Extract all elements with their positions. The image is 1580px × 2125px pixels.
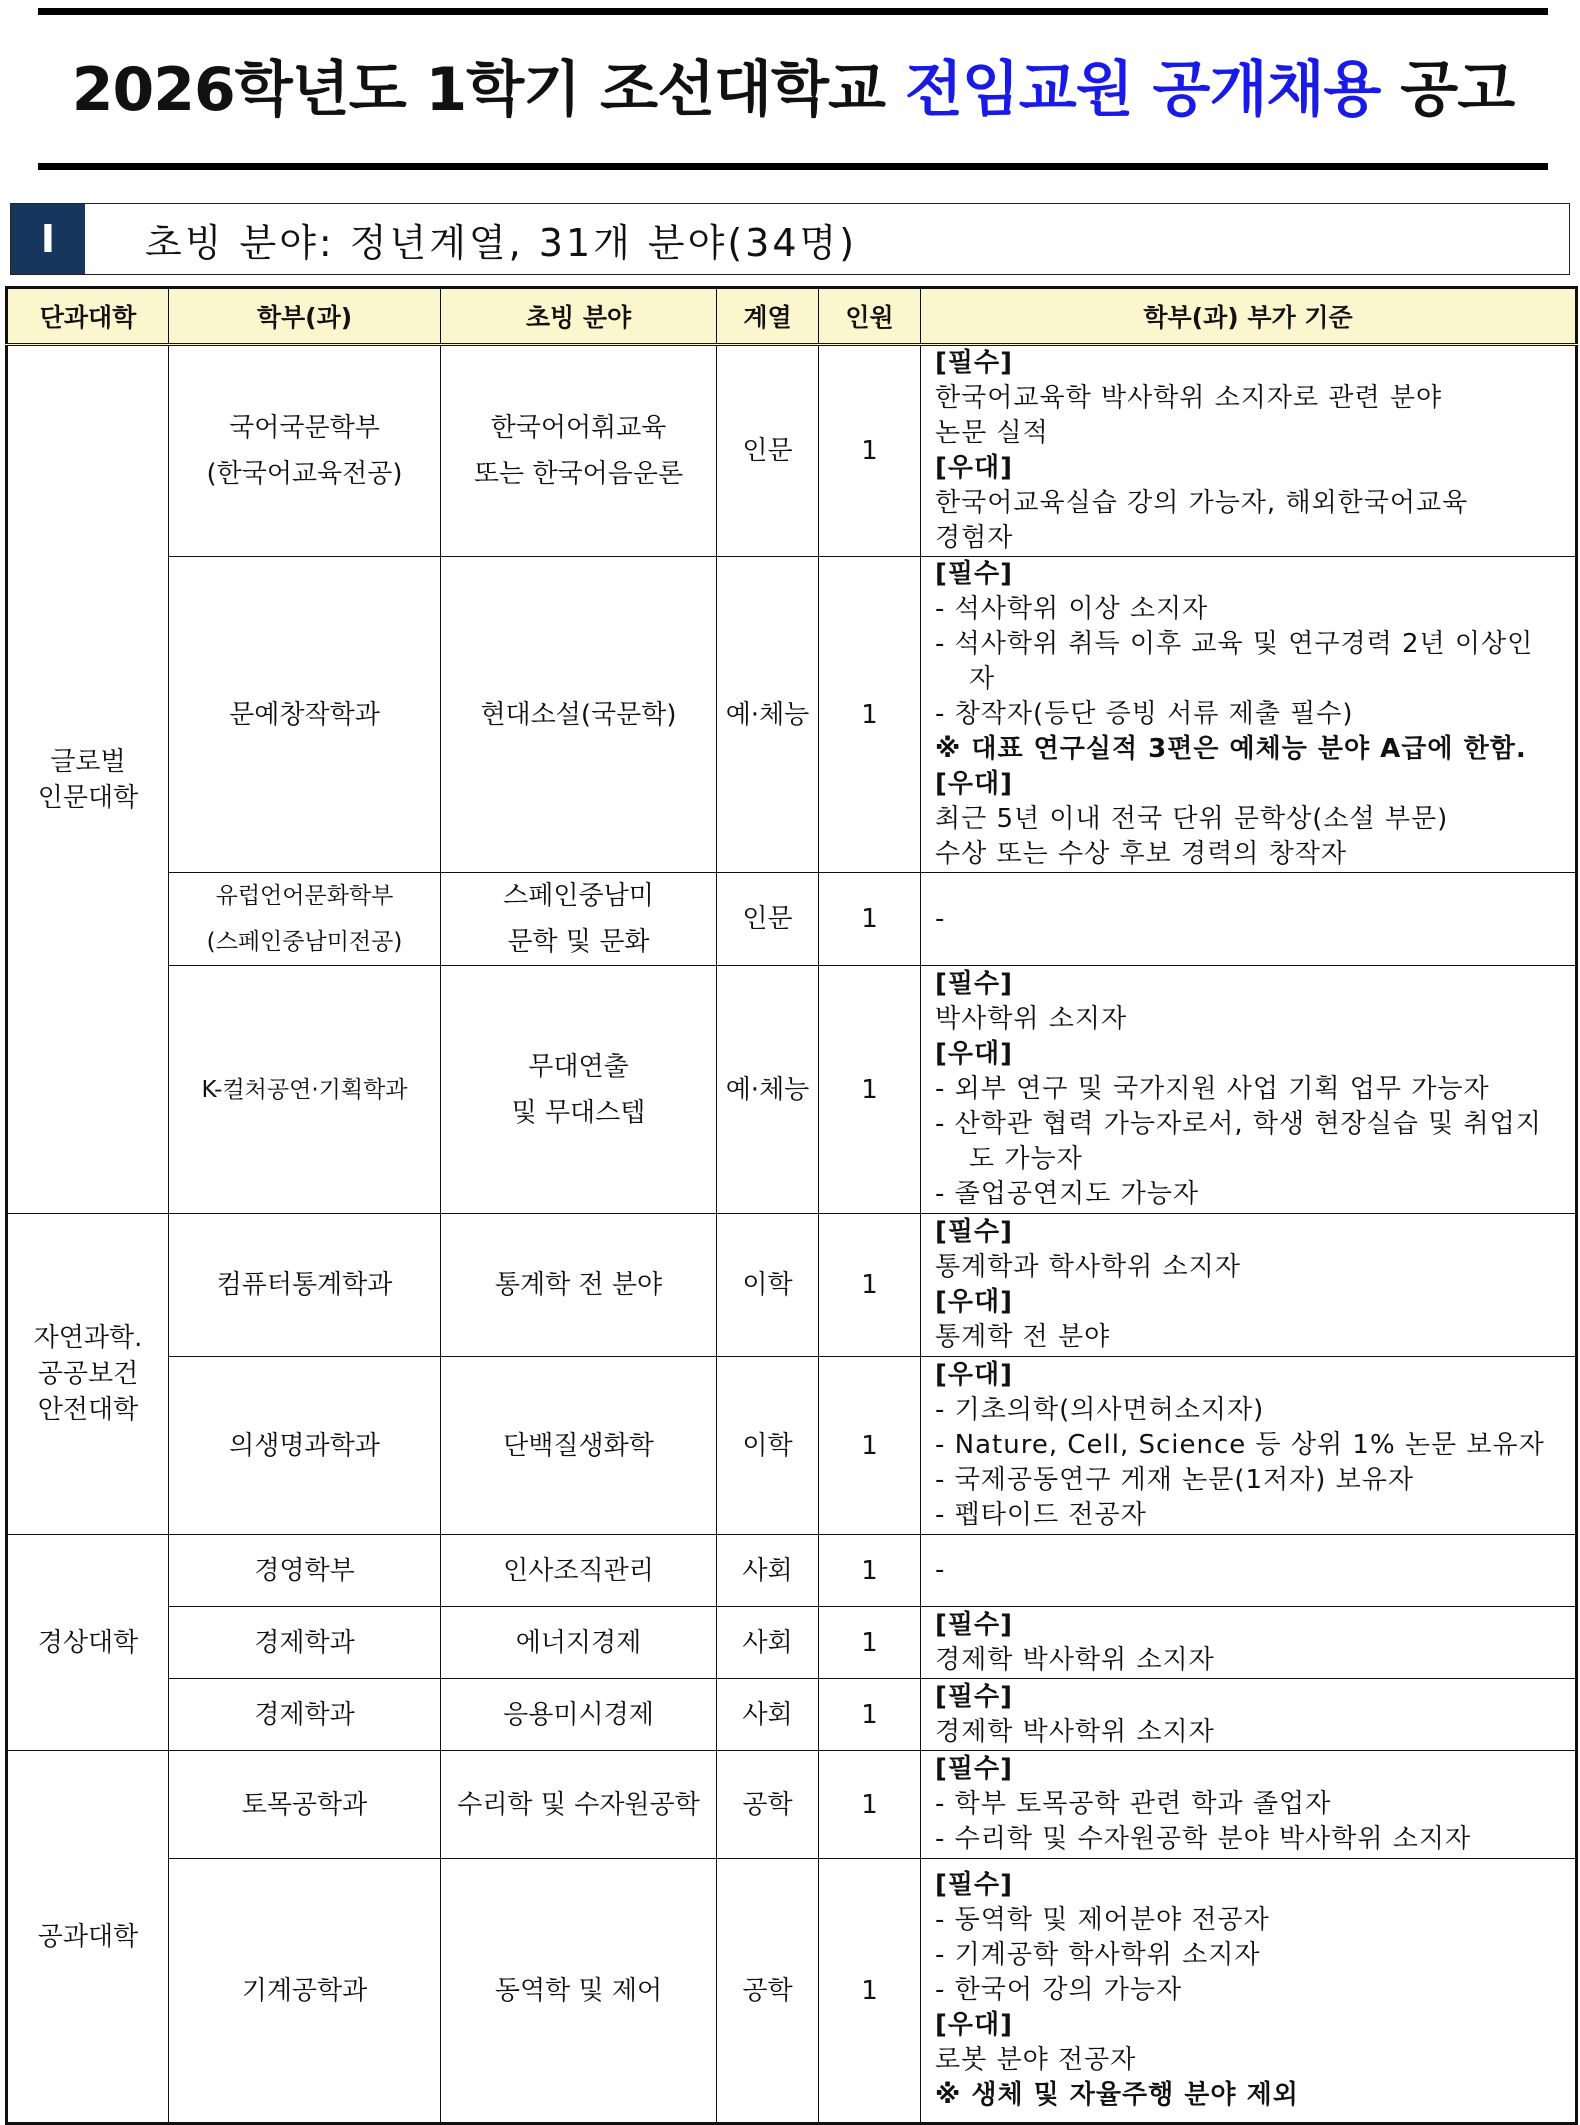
- field-cell-line: 스페인중남미: [503, 881, 654, 911]
- dept-cell-line: 경제학과: [254, 1627, 355, 1658]
- dept-cell-line: 의생명과학과: [229, 1430, 380, 1461]
- field-cell-line: 현대소설(국문학): [480, 699, 677, 730]
- criteria-line: 로봇 분야 전공자: [935, 2045, 1137, 2075]
- table-row: [7, 557, 1577, 873]
- table-row: [7, 1535, 1577, 1607]
- table-row: [7, 1859, 1577, 2124]
- field-cell-line: 문학 및 문화: [507, 927, 650, 957]
- criteria-heading: [우대]: [935, 2010, 1013, 2040]
- criteria-cell: [921, 1679, 1577, 1751]
- track-cell: 인문: [717, 873, 819, 966]
- criteria-cell: [921, 1751, 1577, 1859]
- page-title: [38, 40, 1548, 140]
- header-count: 인원: [819, 288, 921, 345]
- header-field: 초빙 분야: [441, 288, 717, 345]
- college-name-line: 공과대학: [37, 1921, 139, 1952]
- criteria-heading: [필수]: [935, 559, 1013, 589]
- college-name-line: 인문대학: [37, 782, 139, 813]
- field-cell: [441, 966, 717, 1214]
- table-row: [7, 873, 1577, 966]
- college-name-line: 글로벌: [50, 746, 126, 777]
- criteria-line: - Nature, Cell, Science 등 상위 1% 논문 보유자: [935, 1430, 1545, 1460]
- criteria-line: - 창작자(등단 증빙 서류 제출 필수): [935, 699, 1354, 729]
- header-track: 계열: [717, 288, 819, 345]
- criteria-cell: [921, 345, 1577, 557]
- dept-cell-line: 경제학과: [254, 1699, 355, 1730]
- field-cell-line: 및 무대스텝: [511, 1097, 646, 1128]
- criteria-line: - 펩타이드 전공자: [935, 1500, 1147, 1530]
- count-cell: 1: [819, 966, 921, 1214]
- field-cell-line: 응용미시경제: [503, 1699, 654, 1730]
- track-cell: 사회: [717, 1607, 819, 1679]
- top-rule: [38, 8, 1548, 15]
- count-cell: 1: [819, 1357, 921, 1535]
- dept-cell: [169, 1535, 441, 1607]
- title-text: 2026학년도 1학기 조선대학교: [71, 55, 905, 125]
- bottom-rule: [38, 163, 1548, 170]
- track-cell: 인문: [717, 345, 819, 557]
- header-dept: 학부(과): [169, 288, 441, 345]
- college-cell: [7, 1535, 169, 1751]
- section-header: [10, 203, 1570, 275]
- track-cell: 이학: [717, 1357, 819, 1535]
- college-name-line: 안전대학: [37, 1395, 139, 1425]
- dept-cell: [169, 1751, 441, 1859]
- criteria-line: -: [935, 1555, 946, 1585]
- dept-cell: [169, 557, 441, 873]
- criteria-cell: [921, 1357, 1577, 1535]
- criteria-line: - 국제공동연구 게재 논문(1저자) 보유자: [935, 1465, 1415, 1495]
- criteria-line: - 수리학 및 수자원공학 분야 박사학위 소지자: [935, 1824, 1472, 1854]
- criteria-line: 박사학위 소지자: [935, 1004, 1128, 1034]
- track-cell: 예·체능: [717, 557, 819, 873]
- criteria-line: -: [935, 903, 946, 934]
- field-cell-line: 수리학 및 수자원공학: [457, 1789, 700, 1820]
- field-cell: [441, 345, 717, 557]
- dept-cell-line: 문예창작학과: [229, 699, 380, 730]
- criteria-line: - 석사학위 취득 이후 교육 및 연구경력 2년 이상인 자: [935, 629, 1534, 694]
- field-cell-line: 인사조직관리: [503, 1555, 654, 1586]
- college-name-line: 자연과학.: [33, 1323, 143, 1353]
- header-college: 단과대학: [7, 288, 169, 345]
- dept-cell-line: 기계공학과: [241, 1975, 368, 2006]
- college-name-line: 경상대학: [37, 1627, 139, 1658]
- count-cell: 1: [819, 557, 921, 873]
- table-row: [7, 1751, 1577, 1859]
- criteria-cell: [921, 1607, 1577, 1679]
- header-criteria: 학부(과) 부가 기준: [921, 288, 1577, 345]
- field-cell-line: 무대연출: [528, 1051, 629, 1082]
- dept-cell-line: 컴퓨터통계학과: [216, 1270, 393, 1300]
- criteria-line: 한국어교육학 박사학위 소지자로 관련 분야: [935, 383, 1443, 413]
- criteria-line: - 외부 연구 및 국가지원 사업 기획 업무 가능자: [935, 1074, 1490, 1104]
- criteria-cell: [921, 873, 1577, 966]
- dept-cell: [169, 873, 441, 966]
- track-cell: 공학: [717, 1859, 819, 2124]
- criteria-heading: [우대]: [935, 1360, 1013, 1390]
- table-row: [7, 1679, 1577, 1751]
- table-row: [7, 345, 1577, 557]
- field-cell-line: 에너지경제: [515, 1627, 642, 1658]
- track-cell: 예·체능: [717, 966, 819, 1214]
- count-cell: 1: [819, 1607, 921, 1679]
- field-cell: [441, 557, 717, 873]
- dept-cell: [169, 1357, 441, 1535]
- dept-cell: [169, 345, 441, 557]
- dept-cell-line: 국어국문학부: [229, 413, 380, 443]
- criteria-heading: [우대]: [935, 1039, 1013, 1069]
- criteria-line: 한국어교육실습 강의 가능자, 해외한국어교육: [935, 488, 1469, 518]
- field-cell: [441, 1859, 717, 2124]
- field-cell-line: 한국어어휘교육: [490, 413, 667, 443]
- criteria-line: - 산학관 협력 가능자로서, 학생 현장실습 및 취업지도 가능자: [935, 1109, 1542, 1174]
- count-cell: 1: [819, 1859, 921, 2124]
- criteria-line: 경제학 박사학위 소지자: [935, 1716, 1215, 1747]
- title-suffix: 공고: [1380, 55, 1515, 125]
- criteria-line: 최근 5년 이내 전국 단위 문학상(소설 부문): [935, 804, 1449, 834]
- criteria-line: - 동역학 및 제어분야 전공자: [935, 1905, 1270, 1935]
- dept-cell: [169, 1859, 441, 2124]
- criteria-heading: [필수]: [935, 1870, 1013, 1900]
- field-cell-line: 또는 한국어음운론: [473, 459, 684, 489]
- criteria-cell: [921, 1214, 1577, 1357]
- table-header-row: [7, 288, 1577, 345]
- dept-cell-line: 토목공학과: [241, 1789, 368, 1820]
- field-cell: [441, 1679, 717, 1751]
- criteria-line: 경제학 박사학위 소지자: [935, 1644, 1215, 1675]
- field-cell: [441, 1751, 717, 1859]
- table-row: [7, 1357, 1577, 1535]
- recruitment-table: [5, 286, 1578, 2125]
- criteria-line: 수상 또는 수상 후보 경력의 창작자: [935, 839, 1347, 869]
- dept-cell: [169, 1679, 441, 1751]
- criteria-heading: [필수]: [935, 1217, 1013, 1247]
- track-cell: 이학: [717, 1214, 819, 1357]
- count-cell: 1: [819, 1214, 921, 1357]
- count-cell: 1: [819, 873, 921, 966]
- track-cell: 사회: [717, 1535, 819, 1607]
- dept-cell: [169, 1214, 441, 1357]
- criteria-line: - 학부 토목공학 관련 학과 졸업자: [935, 1789, 1332, 1819]
- criteria-line: 통계학과 학사학위 소지자: [935, 1252, 1241, 1282]
- dept-cell-line: K-컬처공연·기획학과: [201, 1076, 408, 1103]
- criteria-note: ※ 생체 및 자율주행 분야 제외: [935, 2080, 1299, 2110]
- field-cell-line: 통계학 전 분야: [494, 1270, 663, 1300]
- college-cell: [7, 1214, 169, 1535]
- criteria-cell: [921, 1859, 1577, 2124]
- criteria-heading: [우대]: [935, 453, 1013, 483]
- count-cell: 1: [819, 1535, 921, 1607]
- criteria-line: 통계학 전 분야: [935, 1322, 1111, 1352]
- criteria-heading: [필수]: [935, 1609, 1013, 1640]
- dept-cell: [169, 1607, 441, 1679]
- criteria-heading: [필수]: [935, 1681, 1013, 1712]
- section-title: 초빙 분야: 정년계열, 31개 분야(34명): [145, 220, 858, 265]
- count-cell: 1: [819, 345, 921, 557]
- track-cell: 공학: [717, 1751, 819, 1859]
- criteria-line: - 기초의학(의사면허소지자): [935, 1395, 1265, 1425]
- field-cell: [441, 1357, 717, 1535]
- field-cell: [441, 873, 717, 966]
- criteria-line: 논문 실적: [935, 418, 1049, 448]
- criteria-line: - 졸업공연지도 가능자: [935, 1179, 1199, 1209]
- field-cell-line: 동역학 및 제어: [494, 1975, 663, 2006]
- field-cell-line: 단백질생화학: [503, 1430, 654, 1461]
- field-cell: [441, 1214, 717, 1357]
- dept-cell-line: 경영학부: [254, 1555, 355, 1586]
- field-cell: [441, 1607, 717, 1679]
- college-cell: [7, 345, 169, 1214]
- criteria-line: - 기계공학 학사학위 소지자: [935, 1940, 1261, 1970]
- criteria-cell: [921, 557, 1577, 873]
- dept-cell: [169, 966, 441, 1214]
- track-cell: 사회: [717, 1679, 819, 1751]
- count-cell: 1: [819, 1751, 921, 1859]
- criteria-line: - 석사학위 이상 소지자: [935, 594, 1209, 624]
- table-row: [7, 966, 1577, 1214]
- table-row: [7, 1607, 1577, 1679]
- college-cell: [7, 1751, 169, 2124]
- criteria-cell: [921, 1535, 1577, 1607]
- criteria-heading: [필수]: [935, 1754, 1013, 1784]
- dept-cell-line: (한국어교육전공): [206, 459, 403, 489]
- criteria-note: ※ 대표 연구실적 3편은 예체능 분야 A급에 한함.: [935, 734, 1527, 764]
- college-name-line: 공공보건: [37, 1359, 139, 1389]
- dept-cell-line: (스페인중남미전공): [206, 929, 403, 955]
- dept-cell-line: 유럽언어문화학부: [215, 883, 394, 909]
- section-number: Ⅰ: [11, 204, 85, 274]
- criteria-heading: [필수]: [935, 348, 1013, 378]
- criteria-line: - 한국어 강의 가능자: [935, 1975, 1183, 2005]
- criteria-line: 경험자: [935, 523, 1014, 553]
- table-row: [7, 1214, 1577, 1357]
- criteria-heading: [우대]: [935, 769, 1013, 799]
- criteria-cell: [921, 966, 1577, 1214]
- field-cell: [441, 1535, 717, 1607]
- criteria-heading: [필수]: [935, 969, 1013, 999]
- title-highlight: 전임교원 공개채용: [904, 55, 1381, 125]
- count-cell: 1: [819, 1679, 921, 1751]
- criteria-heading: [우대]: [935, 1287, 1013, 1317]
